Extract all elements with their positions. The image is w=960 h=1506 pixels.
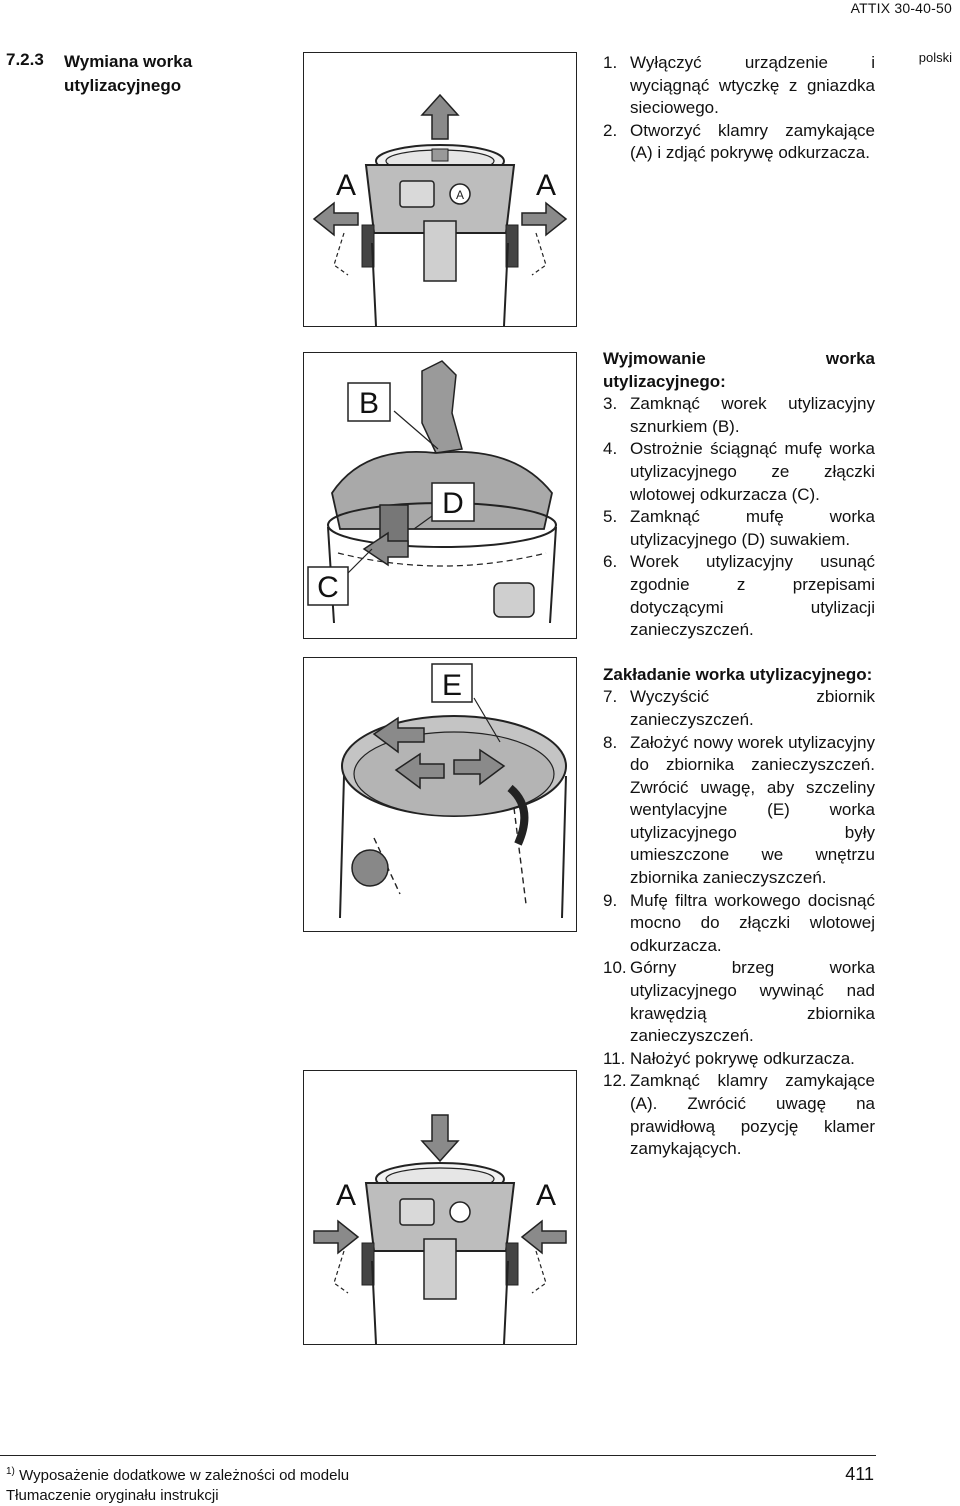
bag-insertion-illustration	[304, 658, 576, 931]
step-10	[603, 957, 875, 1047]
step-12	[603, 1070, 875, 1160]
step-number: 11.	[603, 1048, 626, 1068]
step-text: Wyczyścić zbiornik zanieczyszczeń.	[630, 687, 875, 729]
step-text: Mufę filtra workowego docisnąć mocno do złączki wlotowej odkurzacza.	[630, 890, 875, 955]
vacuum-lid-illustration	[304, 53, 576, 326]
label-a-right: A	[536, 169, 557, 202]
step-number: 4.	[603, 439, 618, 459]
step-4	[603, 438, 875, 506]
figure-open-clamps	[303, 52, 577, 327]
step-number: 7.	[603, 687, 618, 707]
step-text: Zamknąć worek utylizacyjny sznurkiem (B).	[630, 394, 875, 436]
step-number: 12.	[603, 1071, 627, 1091]
label-a-left: A	[336, 1179, 357, 1212]
up-arrow-icon	[422, 95, 458, 139]
footer-rule	[0, 1455, 876, 1456]
section-title-line2: utylizacyjnego	[64, 76, 182, 95]
step-2	[603, 120, 875, 165]
svg-text:A: A	[455, 188, 465, 202]
inward-arrow-icon	[314, 1221, 358, 1253]
step-5	[603, 506, 875, 551]
step-number: 9.	[603, 890, 618, 910]
step-number: 10.	[603, 958, 627, 978]
step-1	[603, 52, 875, 120]
step-text: Zamknąć mufę worka utylizacyjnego (D) suwakiem.	[630, 507, 875, 549]
step-9	[603, 890, 875, 958]
step-number: 5.	[603, 507, 618, 527]
removal-section	[603, 348, 875, 1161]
label-b: B	[358, 387, 380, 420]
label-a-left: A	[336, 169, 357, 202]
step-text: Ostrożnie ściągnąć mufę worka utylizacyjnego ze złączki wlotowej odkurzacza (C).	[630, 439, 875, 504]
down-arrow-icon	[422, 1115, 458, 1161]
label-a-right: A	[536, 1179, 557, 1212]
translation-note: Tłumaczenie oryginału instrukcji	[6, 1487, 219, 1504]
section-title-line1: Wymiana worka	[64, 52, 193, 71]
page-number: 411	[845, 1464, 874, 1484]
label-c: C	[317, 571, 339, 604]
step-number: 8.	[603, 732, 618, 752]
figure-close-clamps	[303, 1070, 577, 1345]
label-d: D	[442, 487, 464, 520]
figure-insert-bag	[303, 657, 577, 932]
step-text: Worek utylizacyjny usunąć zgodnie z przepisami dotyczącymi utylizacji zanieczyszczeń.	[630, 552, 875, 640]
step-number: 3.	[603, 394, 618, 414]
step-text: Górny brzeg worka utylizacyjnego wywinąć nad krawędzią zbiornika zanieczyszczeń.	[630, 958, 875, 1046]
footnote	[6, 1466, 349, 1484]
install-heading: Zakładanie worka utylizacyjnego:	[603, 664, 873, 684]
label-e: E	[441, 669, 463, 702]
step-text: Nałożyć pokrywę odkurzacza.	[630, 1048, 855, 1068]
inward-arrow-icon	[522, 1221, 566, 1253]
model-name: ATTIX 30-40-50	[850, 0, 952, 16]
step-number: 1.	[603, 53, 618, 72]
step-6	[603, 551, 875, 641]
right-arrow-icon	[522, 203, 566, 235]
bag-removal-illustration	[304, 353, 576, 638]
removal-heading: Wyjmowanie worka utylizacyjnego:	[603, 349, 875, 391]
footnote-mark: 1)	[6, 1466, 15, 1477]
step-text: Otworzyć klamry zamykające (A) i zdjąć pokrywę odkurzacza.	[630, 120, 875, 163]
step-text: Założyć nowy worek utylizacyjny do zbiornika zanieczyszczeń. Zwrócić uwagę, aby szczeliny wentylacyjne (E) worka utylizacyjnego były umieszczone we wnętrzu zbiornika zanieczyszczeń.	[630, 732, 875, 888]
left-arrow-icon	[314, 203, 358, 235]
figure-remove-bag	[303, 352, 577, 639]
section-number: 7.2.3	[6, 50, 44, 69]
vacuum-lid-closing-illustration	[304, 1071, 576, 1344]
section-title	[64, 50, 192, 98]
step-number: 2.	[603, 120, 618, 140]
step-text: Zamknąć klamry zamykające (A). Zwrócić uwagę na prawidłową pozycję klamer zamykających.	[630, 1071, 875, 1159]
steps-part1	[603, 52, 875, 165]
step-number: 6.	[603, 552, 618, 572]
language-label: polski	[918, 50, 952, 65]
step-11	[603, 1048, 875, 1071]
step-text: Wyłączyć urządzenie i wyciągnąć wtyczkę z gniazdka sieciowego.	[630, 53, 875, 118]
footnote-text: Wyposażenie dodatkowe w zależności od modelu	[19, 1467, 350, 1484]
step-3	[603, 393, 875, 438]
step-8	[603, 732, 875, 890]
step-7	[603, 686, 875, 731]
